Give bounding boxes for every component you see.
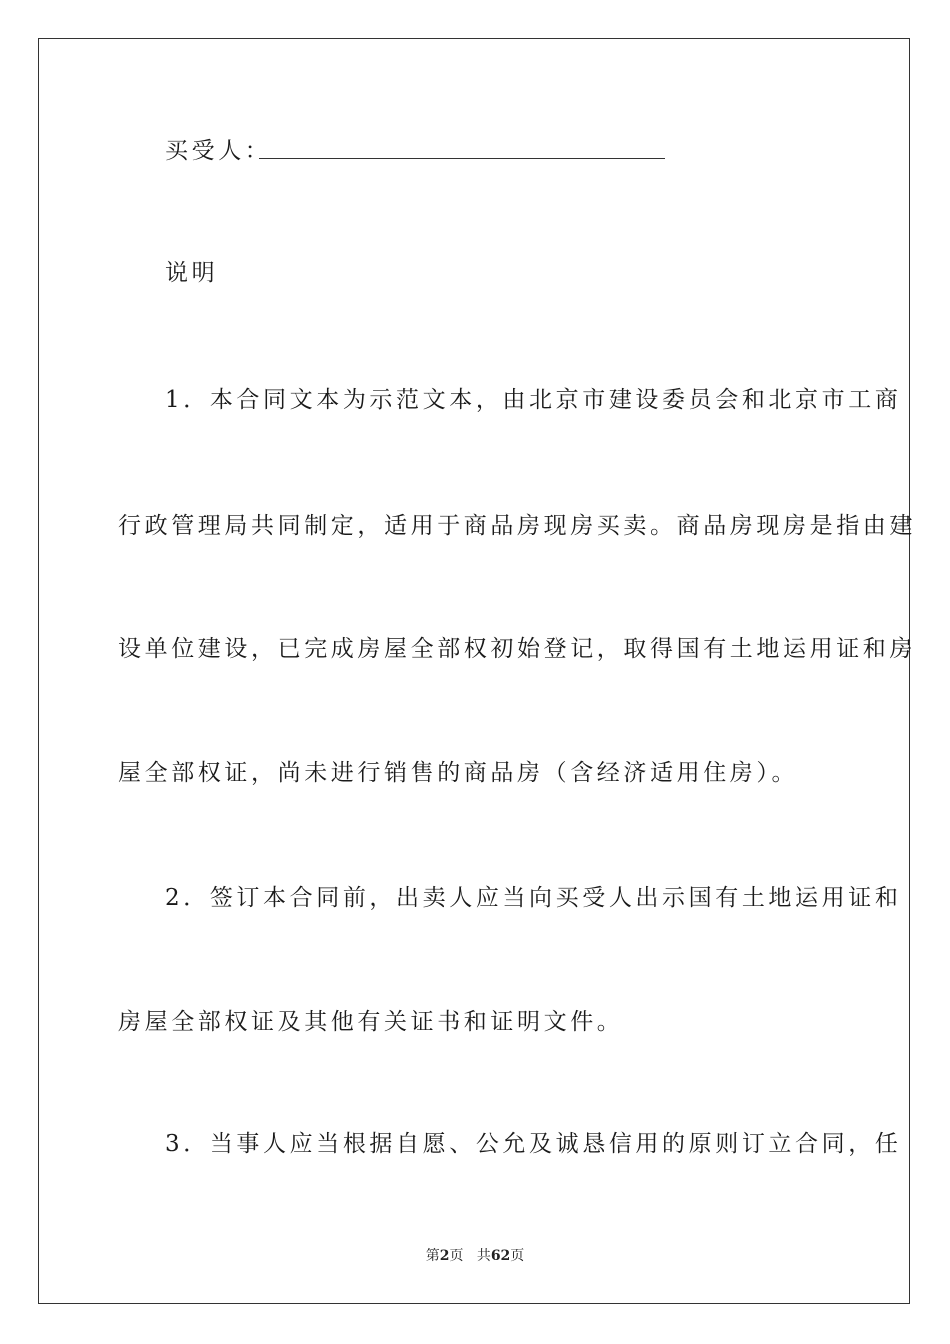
paragraph-line: 设单位建设，已完成房屋全部权初始登记，取得国有土地运用证和房 bbox=[118, 636, 916, 662]
paragraph-line: 行政管理局共同制定，适用于商品房现房买卖。商品房现房是指由建 bbox=[118, 513, 916, 539]
paragraph-line: 屋全部权证，尚未进行销售的商品房（含经济适用住房）。 bbox=[118, 760, 799, 786]
footer-page-total: 62 bbox=[490, 1248, 511, 1264]
footer-page-current: 2 bbox=[439, 1248, 450, 1264]
page-border bbox=[38, 38, 910, 1304]
paragraph-line: 3．当事人应当根据自愿、公允及诚恳信用的原则订立合同，任 bbox=[165, 1131, 902, 1157]
buyer-label: 买受人： bbox=[165, 138, 272, 164]
paragraph-line: 2．签订本合同前，出卖人应当向买受人出示国有土地运用证和 bbox=[165, 885, 902, 911]
paragraph-line: 1．本合同文本为示范文本，由北京市建设委员会和北京市工商 bbox=[165, 387, 902, 413]
section-heading: 说明 bbox=[165, 260, 219, 286]
footer-page-prefix: 第 bbox=[425, 1248, 440, 1264]
paragraph-line: 房屋全部权证及其他有关证书和证明文件。 bbox=[118, 1009, 624, 1035]
footer-total-suffix: 页 bbox=[510, 1248, 525, 1264]
footer-page-suffix: 页 bbox=[449, 1248, 464, 1264]
buyer-line bbox=[165, 136, 271, 166]
buyer-blank-line bbox=[259, 158, 665, 159]
footer-total-prefix: 共 bbox=[476, 1248, 491, 1264]
page-footer bbox=[0, 1245, 950, 1265]
